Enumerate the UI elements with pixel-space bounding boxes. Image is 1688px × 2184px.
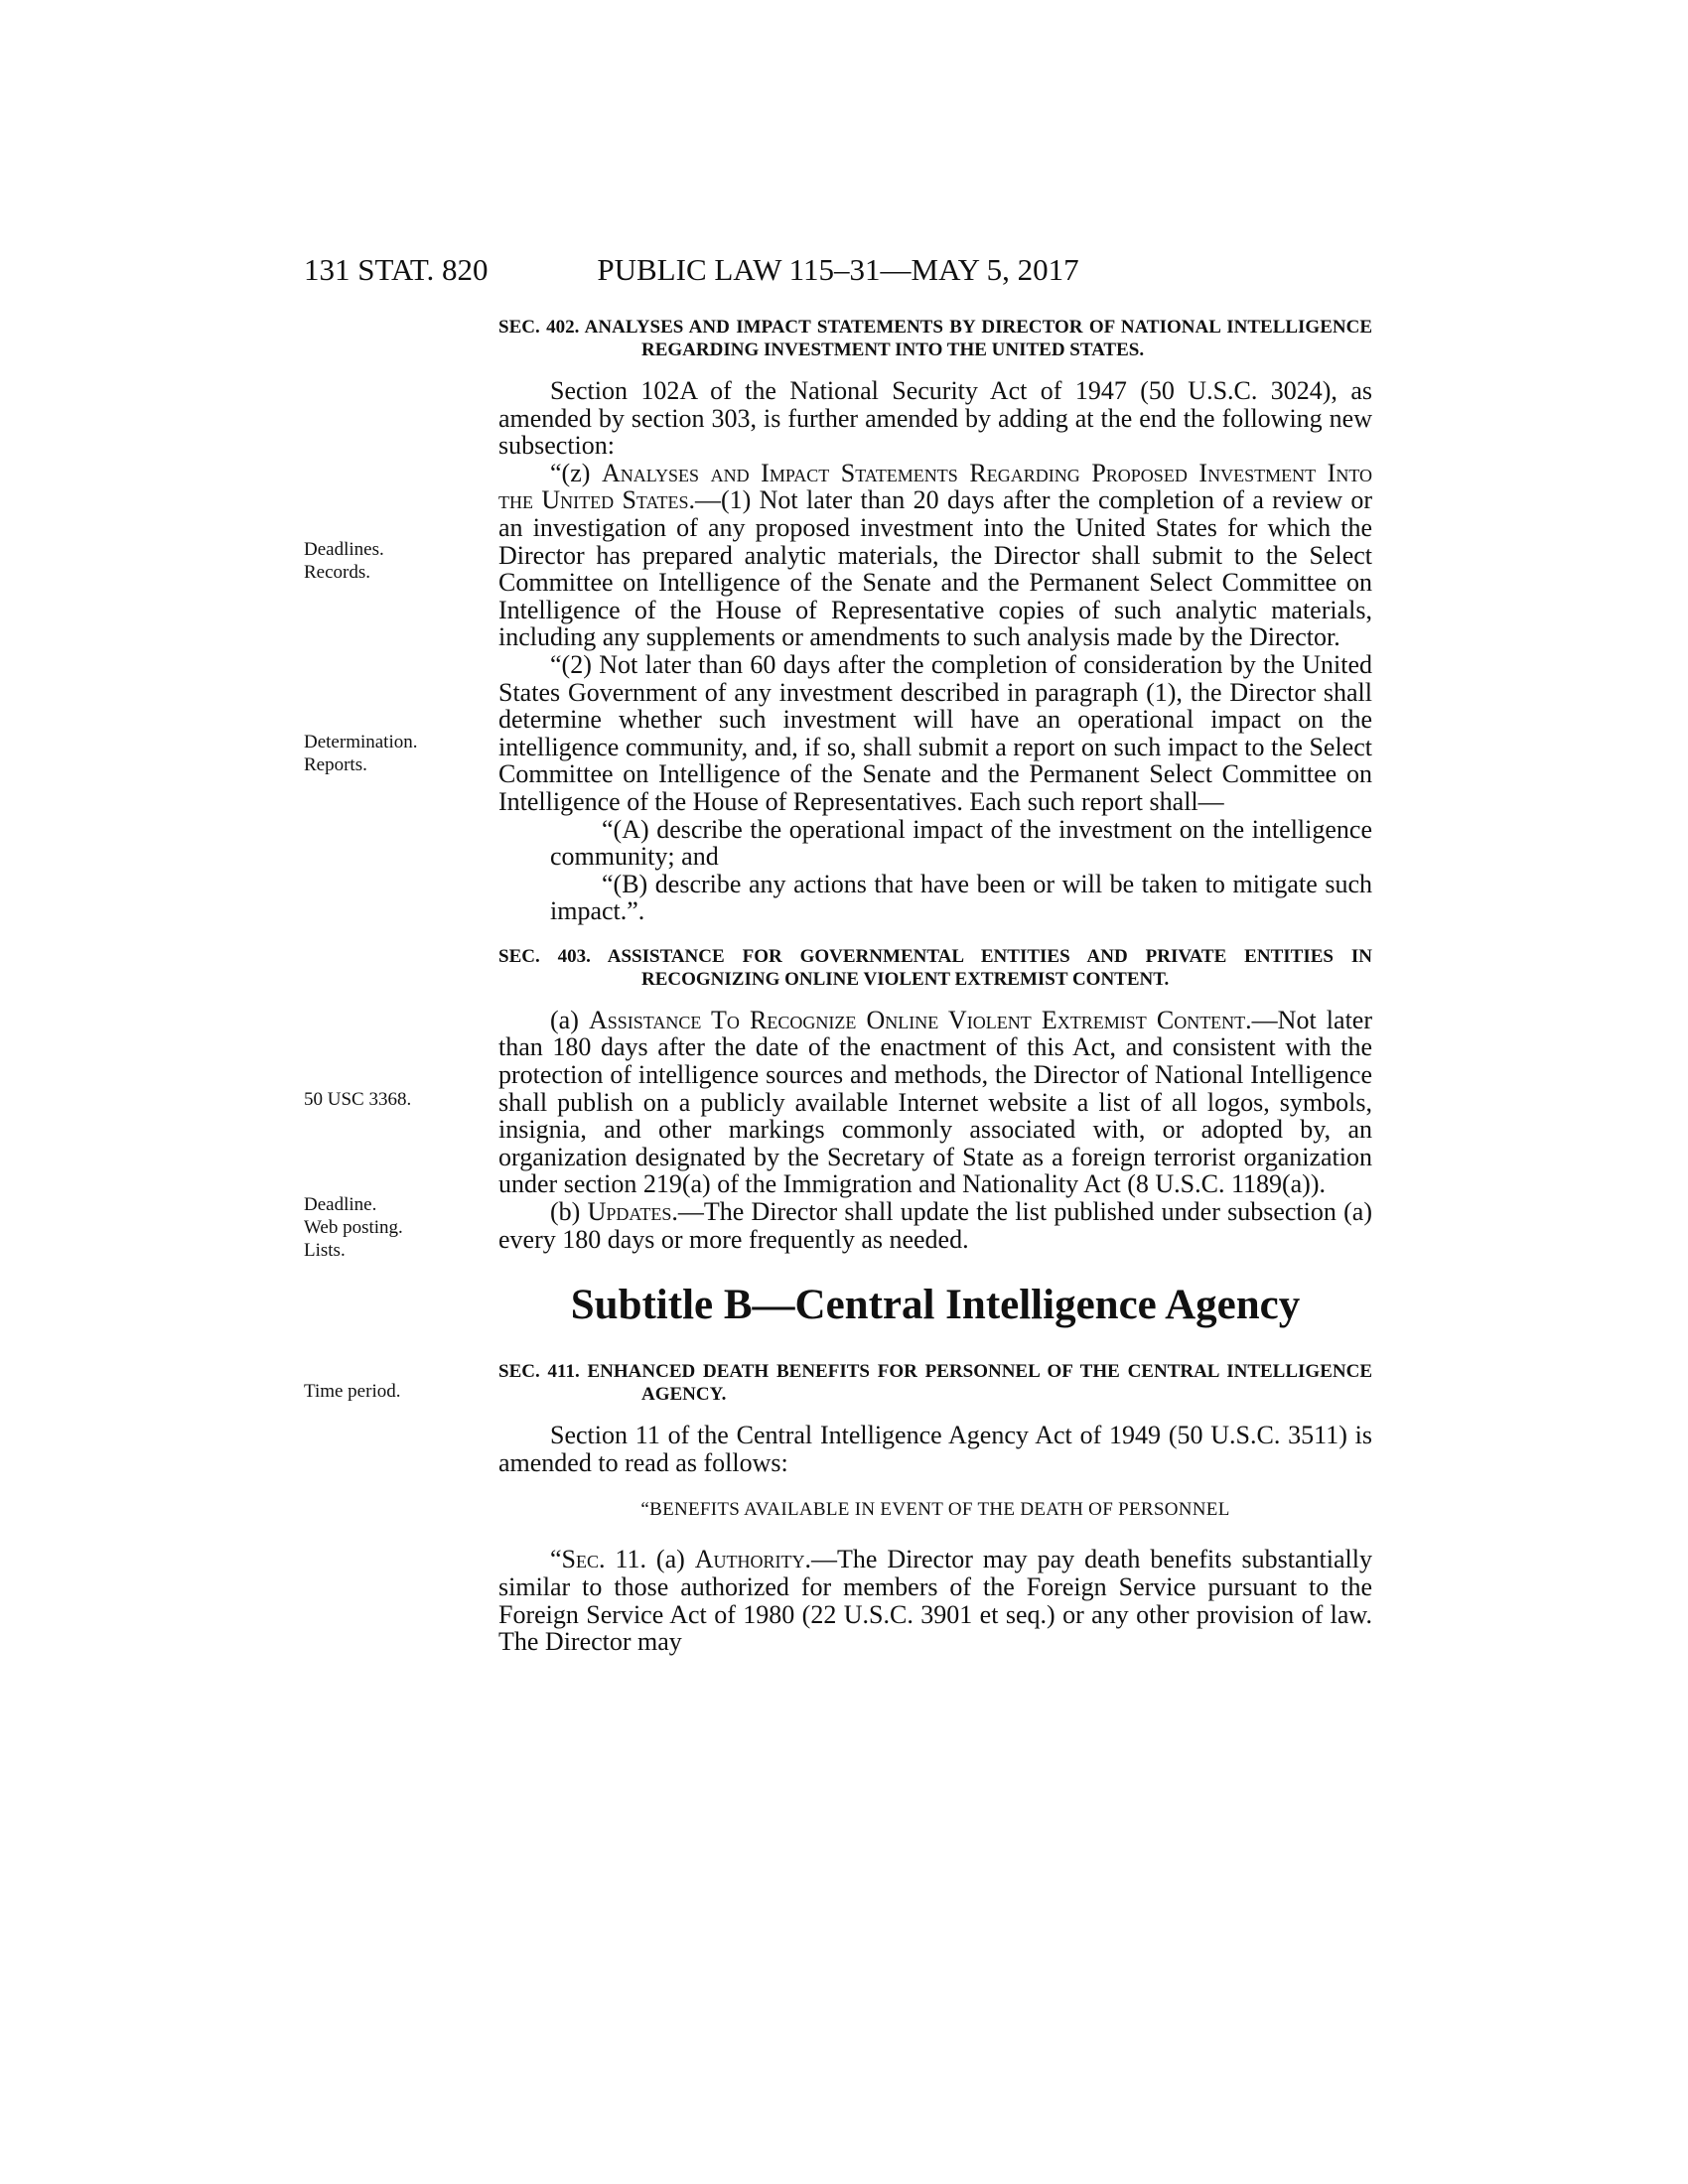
page-header — [304, 250, 1372, 290]
subsection-z-prefix: “(z) — [550, 458, 602, 487]
subsection-z-caption: Analyses and Impact Statements Regarding Proposed Investment Into the United States — [498, 458, 1372, 515]
sec-11-label: Sec — [561, 1545, 600, 1574]
sec-11-open-quote: “ — [550, 1545, 562, 1574]
sec-402-intro: Section 102A of the National Security Act of 1947 (50 U.S.C. 3024), as amended by section 303, is further amended by adding at the end the following new subsection: — [498, 376, 1372, 461]
sec-402-subsection-z — [498, 460, 1372, 651]
sec-402-subparagraph-b: “(B) describe any actions that have been or will be taken to mitigate such impact.”. — [550, 869, 1372, 926]
subsection-b-prefix: (b) — [550, 1197, 588, 1227]
sec-403-subsection-b — [498, 1198, 1372, 1253]
subsection-b-caption: Updates — [587, 1197, 672, 1227]
margin-note-time-period: Time period. — [304, 1381, 401, 1402]
sec-11-body: .—The Director may pay death benefits substantially similar to those authorized for members of the Foreign Service pursuant to the Foreign Service Act of 1980 (22 U.S.C. 3901 et seq.) or any other provision of law. The Director may — [498, 1545, 1372, 1657]
spacer — [498, 925, 1372, 945]
subsection-z-body: .—(1) Not later than 20 days after the completion of a review or an investigation of any proposed investment into the United States for which the Director has prepared analytic materials, the Director shall submit to the Select Committee on Intelligence of the Senate and the Permanent Select Committee on Intelligence of the House of Representative copies of such analytic materials, including any supplements or amendments to such analysis made by the Director. — [498, 485, 1372, 652]
sec-402-subparagraph-a: “(A) describe the operational impact of the investment on the intelligence community; and — [550, 814, 1372, 872]
sec-403-subsection-a — [498, 1007, 1372, 1198]
subsection-b-body: .—The Director shall update the list published under subsection (a) every 180 days or more frequently as needed. — [498, 1197, 1372, 1254]
sec-11-caption: Authority — [694, 1545, 805, 1574]
subsection-a-body: .—Not later than 180 days after the date of the enactment of this Act, and consistent with the protection of intelligence sources and methods, the Director of National Intelligence shall publish on a publicly available Internet website a list of all logos, symbols, insignia, and other markings commonly associated with, or adopted by, an organization designated by the Secretary of State as a foreign terrorist organization under section 219(a) of the Immigration and Nationality Act (8 U.S.C. 1189(a)). — [498, 1005, 1372, 1199]
stat-reference: 131 STAT. 820 — [304, 252, 489, 287]
sec-402-heading: SEC. 402. ANALYSES AND IMPACT STATEMENTS BY DIRECTOR OF NATIONAL INTELLIGENCE REGARDING INVESTMENT INTO THE UNITED STATES. — [498, 317, 1372, 360]
subsection-a-prefix: (a) — [550, 1005, 589, 1034]
sec-11-subsection-a — [498, 1546, 1372, 1655]
sec-402-paragraph-2: “(2) Not later than 60 days after the completion of consideration by the United States Government of any investment described in paragraph (1), the Director shall determine whether such investment will have an operational impact on the intelligence community, and, if so, shall submit a report on such impact to the Select Committee on Intelligence of the Senate and the Permanent Select Committee on Intelligence of the House of Representatives. Each such report shall— — [498, 649, 1372, 816]
sec-11-number: . 11. (a) — [599, 1545, 695, 1574]
margin-note-usc-citation: 50 USC 3368. — [304, 1089, 412, 1110]
subsection-a-caption: Assistance To Recognize Online Violent Extremist Content — [589, 1005, 1246, 1034]
benefits-section-heading: “BENEFITS AVAILABLE IN EVENT OF THE DEATH OF PERSONNEL — [640, 1499, 1230, 1521]
margin-note-determination-reports: Determination. Reports. — [304, 732, 418, 775]
public-law-title: PUBLIC LAW 115–31—MAY 5, 2017 — [597, 252, 1079, 287]
sec-411-intro: Section 11 of the Central Intelligence Agency Act of 1949 (50 U.S.C. 3511) is amended to read as follows: — [498, 1421, 1372, 1477]
margin-note-deadline-web-lists: Deadline. Web posting. Lists. — [304, 1194, 403, 1261]
subtitle-b-heading: Subtitle B—Central Intelligence Agency — [570, 1282, 1301, 1329]
document-body — [498, 316, 1372, 1656]
margin-note-deadlines-records: Deadlines. Records. — [304, 539, 384, 583]
sec-411-heading: SEC. 411. ENHANCED DEATH BENEFITS FOR PERSONNEL OF THE CENTRAL INTELLIGENCE AGENCY. — [498, 1361, 1372, 1406]
sec-403-heading: SEC. 403. ASSISTANCE FOR GOVERNMENTAL ENTITIES AND PRIVATE ENTITIES IN RECOGNIZING ONLINE VIOLENT EXTREMIST CONTENT. — [498, 945, 1372, 990]
